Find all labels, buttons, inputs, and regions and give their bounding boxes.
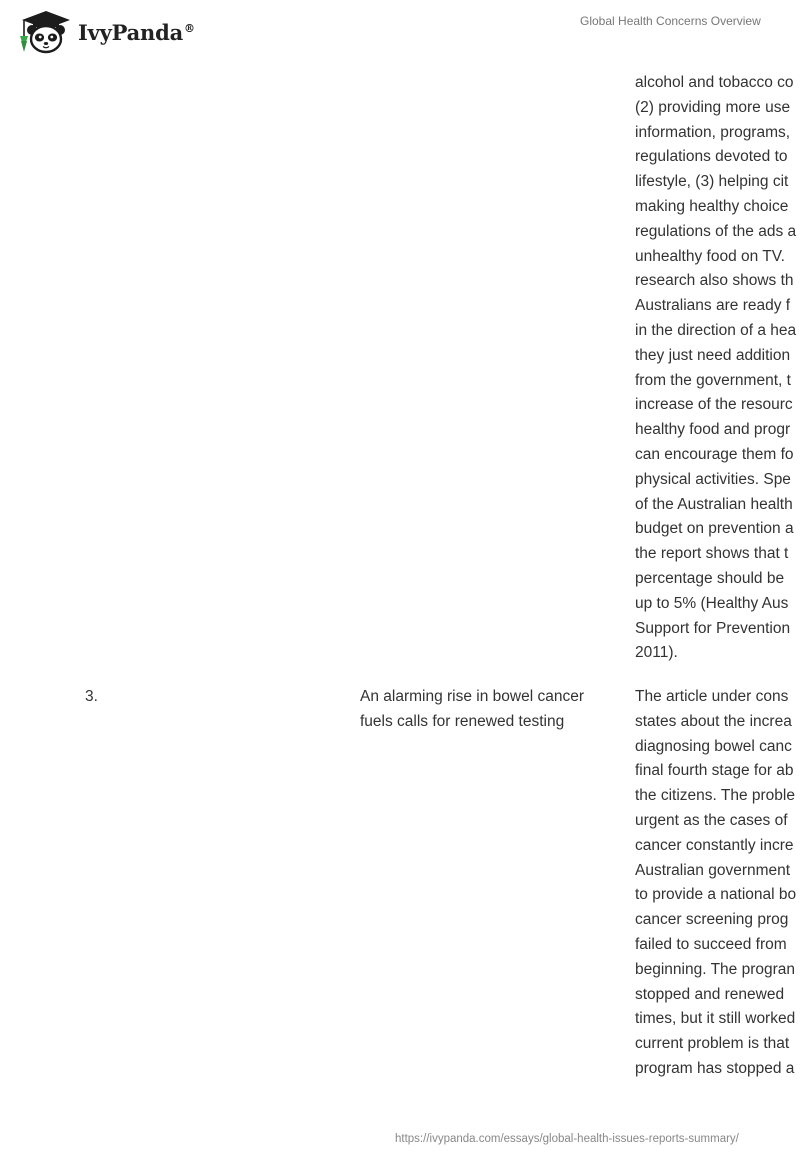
text-line: failed to succeed from (635, 935, 787, 953)
text-line: research also shows th (635, 272, 794, 290)
text-line: from the government, t (635, 371, 791, 389)
row-number: 3. (85, 688, 98, 705)
text-line: The article under cons (635, 688, 789, 705)
text-line: diagnosing bowel canc (635, 737, 792, 755)
text-line: of the Australian health (635, 495, 793, 513)
source-url-link[interactable]: https://ivypanda.com/essays/global-health-issues-reports-summary/ (395, 1133, 739, 1145)
text-line: percentage should be (635, 569, 785, 587)
text-line: they just need addition (635, 346, 791, 364)
text-line: times, but it still worked (635, 1010, 796, 1028)
article-title-cell: An alarming rise in bowel cancer fuels calls for renewed testing (360, 688, 584, 730)
text-line: healthy food and progr (635, 421, 791, 439)
text-line: states about the increa (635, 712, 792, 730)
text-line: current problem is that (635, 1035, 790, 1053)
text-line: the citizens. The proble (635, 787, 795, 805)
text-line: final fourth stage for ab (635, 762, 794, 780)
text-line: Australian government (635, 861, 791, 879)
text-line: program has stopped a (635, 1059, 795, 1077)
text-line: Support for Prevention (635, 619, 791, 637)
text-line: making healthy choice (635, 197, 789, 215)
article-summary-cell (635, 685, 800, 1082)
text-line: to provide a national bo (635, 886, 797, 904)
text-line: urgent as the cases of (635, 811, 788, 829)
text-line: alcohol and tobacco co (635, 74, 794, 91)
text-line: cancer screening prog (635, 911, 789, 929)
site-logo[interactable] (14, 8, 195, 56)
text-line: beginning. The progran (635, 960, 796, 978)
text-line: regulations devoted to (635, 148, 788, 166)
panda-graduate-icon (14, 8, 74, 56)
text-line: budget on prevention a (635, 520, 794, 538)
text-line: in the direction of a hea (635, 321, 797, 339)
text-line: lifestyle, (3) helping cit (635, 173, 789, 191)
text-line: increase of the resourc (635, 396, 793, 414)
text-line: information, programs, (635, 123, 791, 141)
text-line: cancer constantly incre (635, 836, 794, 854)
text-line: 2011). (635, 644, 678, 662)
text-line: Australians are ready f (635, 297, 791, 315)
text-line: regulations of the ads a (635, 222, 797, 240)
continued-summary-cell (635, 71, 800, 666)
text-line: can encourage them fo (635, 445, 794, 463)
text-line: unhealthy food on TV. (635, 247, 785, 265)
text-line: stopped and renewed (635, 985, 785, 1003)
text-line: the report shows that t (635, 545, 789, 563)
document-title: Global Health Concerns Overview (580, 14, 761, 28)
text-line: (2) providing more use (635, 98, 791, 116)
text-line: up to 5% (Healthy Aus (635, 594, 789, 612)
logo-wordmark: IvyPanda® (78, 19, 195, 45)
text-line: physical activities. Spe (635, 470, 791, 488)
